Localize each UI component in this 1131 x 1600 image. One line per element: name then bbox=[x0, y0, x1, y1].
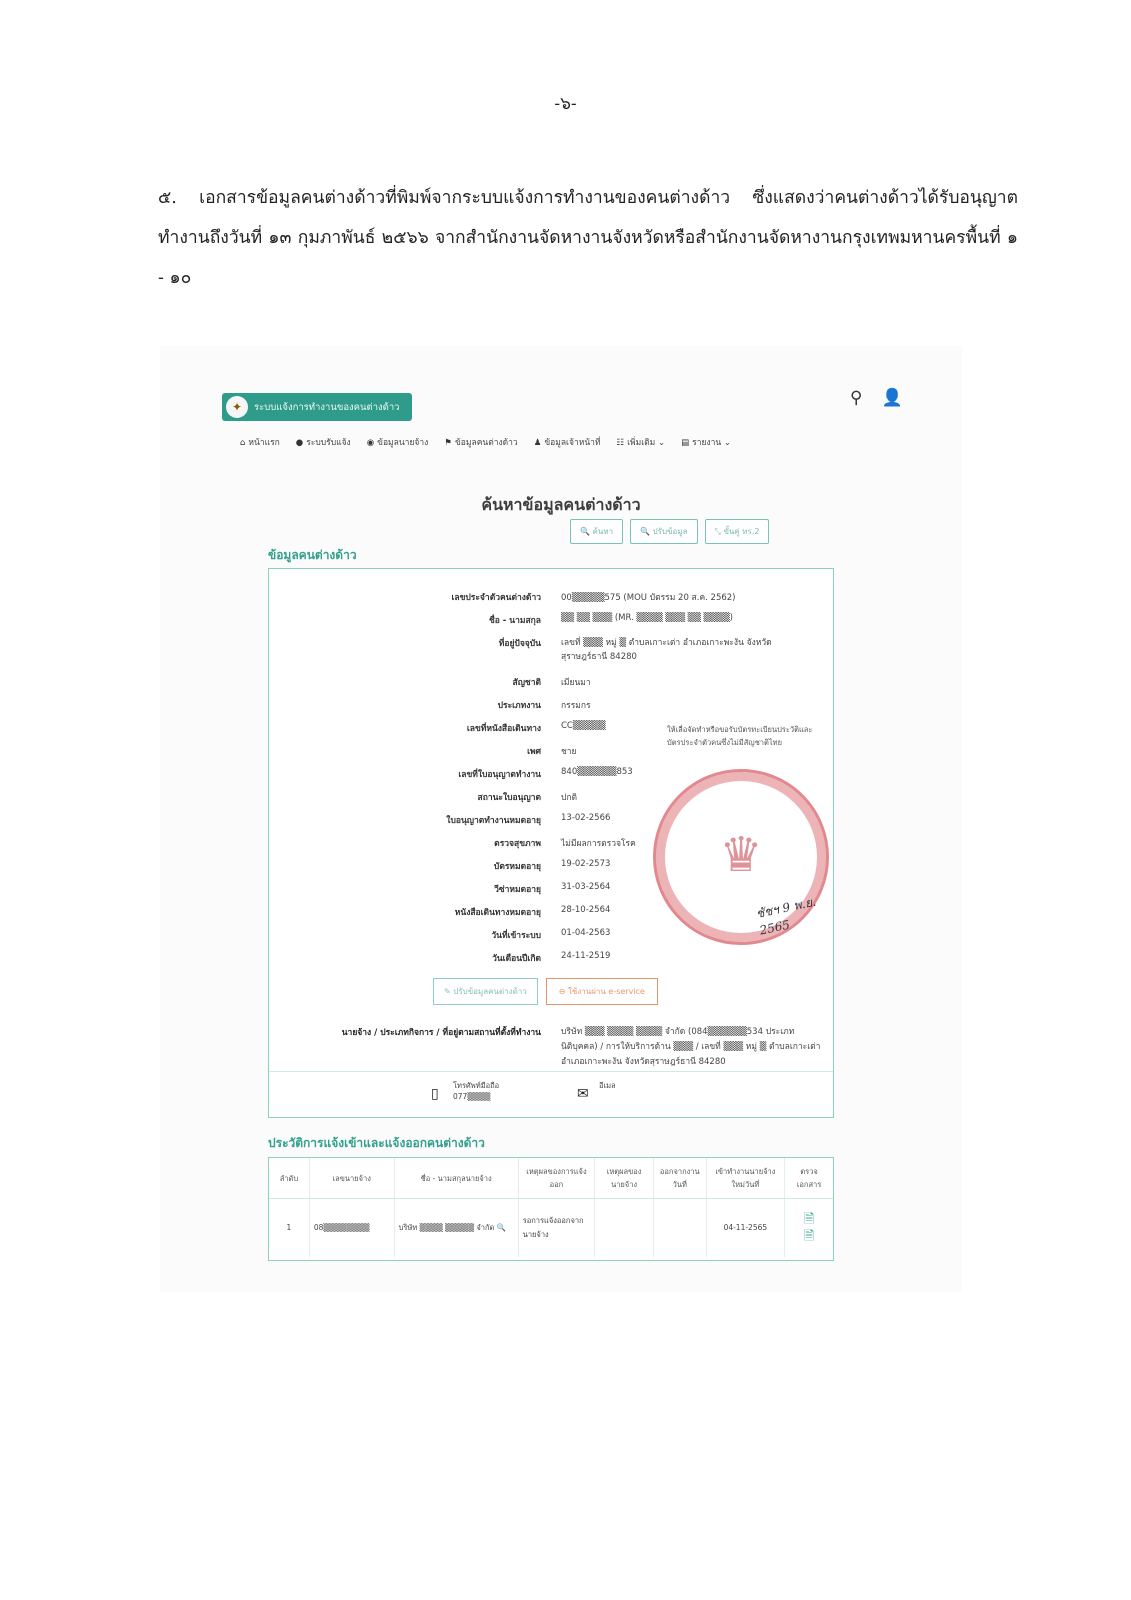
nav-label: รายงาน ⌄ bbox=[692, 438, 732, 448]
field-label: วันเดือนปีเกิด bbox=[492, 954, 541, 964]
search-buttons bbox=[570, 519, 769, 544]
nav-label: ข้อมูลคนต่างด้าว bbox=[454, 438, 518, 448]
field-label: เลขที่ใบอนุญาตทำงาน bbox=[458, 770, 541, 780]
search-button[interactable]: 🔍 ค้นหา bbox=[570, 519, 623, 544]
nav-officer[interactable] bbox=[534, 435, 601, 449]
field-value: 28-10-2564 bbox=[561, 905, 611, 915]
history-table-panel bbox=[268, 1157, 834, 1261]
document-cell bbox=[785, 1199, 833, 1258]
field-value: 840▒▒▒▒▒▒853 bbox=[561, 767, 633, 777]
table-header-row bbox=[269, 1158, 833, 1199]
field-value: กรรมกร bbox=[561, 701, 591, 711]
field-label: ประเภทงาน bbox=[497, 701, 541, 711]
column-header: เหตุผลของการแจ้งออก bbox=[518, 1158, 595, 1199]
more-icon: ☷ bbox=[616, 438, 625, 448]
column-header: ออกจากงานวันที่ bbox=[653, 1158, 706, 1199]
phone-contact bbox=[431, 1080, 500, 1102]
intro-paragraph: ๕. เอกสารข้อมูลคนต่างด้าวที่พิมพ์จากระบบแจ้งการทำงานของคนต่างด้าว ซึ่งแสดงว่าคนต่างด้าวได้รับอนุญาตทำงานถึงวันที่ ๑๓ กุมภาพันธ์ ๒๕๖๖ จากสำนักงานจัดหางานจังหวัดหรือสำนักงานจัดหางานกรุงเทพมหานครพื้นที่ ๑ - ๑๐ bbox=[158, 188, 1018, 288]
field-value: 00▒▒▒▒▒575 (MOU บัตรรม 20 ส.ค. 2562) bbox=[561, 593, 736, 603]
table-row bbox=[269, 1199, 833, 1258]
contact-bar bbox=[269, 1071, 833, 1118]
nav-more[interactable] bbox=[617, 435, 666, 449]
column-header: เลขนายจ้าง bbox=[309, 1158, 394, 1199]
user-icon[interactable]: 👤 bbox=[881, 388, 904, 408]
employer-value: บริษัท ▒▒▒ ▒▒▒▒ ▒▒▒▒ จำกัด (084▒▒▒▒▒▒534 ประเภทนิติบุคคล) / การให้บริการด้าน ▒▒▒ / เลขที่ ▒▒▒ หมู่ ▒ ตำบลเกาะเต่า อำเภอเกาะพะงัน จังหวัดสุราษฎร์ธานี 84280 bbox=[561, 1027, 821, 1067]
field-label: เพศ bbox=[527, 747, 541, 757]
table-cell: รอการแจ้งออกจากนายจ้าง bbox=[518, 1199, 595, 1258]
field-value: 13-02-2566 bbox=[561, 813, 611, 823]
embedded-screenshot bbox=[160, 346, 962, 1292]
nav-employer[interactable] bbox=[367, 435, 429, 449]
pdf-icon[interactable]: 🗎 bbox=[803, 1211, 815, 1227]
field-label: ตรวจสุขภาพ bbox=[494, 839, 541, 849]
field-value: 01-04-2563 bbox=[561, 928, 611, 938]
action-buttons bbox=[433, 978, 658, 1005]
email-label: อีเมล bbox=[599, 1081, 616, 1090]
column-header: เหตุผลของนายจ้าง bbox=[595, 1158, 654, 1199]
pair-button[interactable]: ⤡ ขั้นคู่ ทร.2 bbox=[705, 519, 770, 544]
info-section-title: ข้อมูลคนต่างด้าว bbox=[268, 548, 357, 562]
bell-icon: ● bbox=[295, 438, 304, 448]
nav-home[interactable] bbox=[240, 435, 280, 449]
field-value: CC▒▒▒▒▒ bbox=[561, 721, 606, 731]
pdf-icon[interactable]: 🗎 bbox=[803, 1228, 815, 1244]
phone-icon: ▯ bbox=[431, 1086, 439, 1102]
brand-bar[interactable] bbox=[222, 393, 412, 421]
field-label: เลขที่หนังสือเดินทาง bbox=[466, 724, 541, 734]
update-data-button[interactable]: 🔍 ปรับข้อมูล bbox=[630, 519, 697, 544]
nav-notify[interactable] bbox=[296, 435, 351, 449]
search-title: ค้นหาข้อมูลคนต่างด้าว bbox=[481, 495, 641, 514]
garuda-emblem-icon: ✦ bbox=[226, 396, 248, 418]
table-cell: 04-11-2565 bbox=[706, 1199, 785, 1258]
field-value: ไม่มีผลการตรวจโรค bbox=[561, 839, 636, 849]
handwritten-signature: ชัชฯ 9 พ.ย. 2565 bbox=[754, 894, 818, 938]
field-label: เลขประจำตัวคนต่างด้าว bbox=[451, 593, 541, 603]
e-service-button[interactable]: ⊖ ใช้งานผ่าน e-service bbox=[546, 978, 658, 1005]
field-label: ที่อยู่ปัจจุบัน bbox=[498, 639, 541, 649]
main-nav bbox=[240, 435, 800, 449]
page-number: -๖- bbox=[554, 94, 577, 114]
home-icon: ⌂ bbox=[240, 438, 246, 448]
field-label: ใบอนุญาตทำงานหมดอายุ bbox=[446, 816, 541, 826]
nav-foreigner[interactable] bbox=[444, 435, 517, 449]
nav-label: หน้าแรก bbox=[248, 438, 280, 448]
brand-title: ระบบแจ้งการทำงานของคนต่างด้าว bbox=[254, 401, 400, 413]
field-value: 31-03-2564 bbox=[561, 882, 611, 892]
email-contact bbox=[577, 1080, 616, 1102]
table-cell[interactable]: บริษัท ▒▒▒▒ ▒▒▒▒▒ จำกัด 🔍 bbox=[394, 1199, 518, 1258]
top-icons bbox=[850, 388, 917, 408]
nav-label: ข้อมูลเจ้าหน้าที่ bbox=[544, 438, 601, 448]
employer-label: นายจ้าง / ประเภทกิจการ / ที่อยู่ตามสถานที่ตั้งที่ทำงาน bbox=[341, 1028, 541, 1038]
nav-label: ข้อมูลนายจ้าง bbox=[377, 438, 429, 448]
field-label: สัญชาติ bbox=[512, 678, 541, 688]
field-label: บัตรหมดอายุ bbox=[493, 862, 541, 872]
foreigner-info-panel bbox=[268, 568, 834, 1118]
building-icon: ◉ bbox=[366, 438, 375, 448]
field-value: ชาย bbox=[561, 747, 577, 757]
table-cell: 1 bbox=[269, 1199, 309, 1258]
person-icon: ♟ bbox=[533, 438, 542, 448]
field-value: 19-02-2573 bbox=[561, 859, 611, 869]
column-header: ชื่อ - นามสกุลนายจ้าง bbox=[394, 1158, 518, 1199]
phone-label: โทรศัพท์มือถือ bbox=[453, 1081, 500, 1090]
garuda-stamp-icon: ♛ bbox=[719, 827, 763, 883]
nav-label: เพิ่มเติม ⌄ bbox=[627, 438, 666, 448]
field-value: ปกติ bbox=[561, 793, 578, 803]
envelope-icon: ✉ bbox=[577, 1086, 589, 1102]
nav-report[interactable] bbox=[681, 435, 731, 449]
column-header: ตรวจเอกสาร bbox=[785, 1158, 833, 1199]
report-icon: ▤ bbox=[681, 438, 690, 448]
field-label: วีซ่าหมดอายุ bbox=[494, 885, 541, 895]
field-value: 24-11-2519 bbox=[561, 951, 611, 961]
edit-foreigner-button[interactable]: ✎ ปรับข้อมูลคนต่างด้าว bbox=[433, 978, 538, 1005]
field-value: เลขที่ ▒▒▒ หมู่ ▒ ตำบลเกาะเต่า อำเภอเกาะพะงัน จังหวัดสุราษฎร์ธานี 84280 bbox=[561, 638, 772, 662]
column-header: เข้าทำงานนายจ้างใหม่วันที่ bbox=[706, 1158, 785, 1199]
history-section-title: ประวัติการแจ้งเข้าและแจ้งออกคนต่างด้าว bbox=[268, 1136, 485, 1150]
field-label: ชื่อ - นามสกุล bbox=[488, 616, 541, 626]
field-label: สถานะใบอนุญาต bbox=[477, 793, 541, 803]
users-icon: ⚑ bbox=[444, 438, 452, 448]
phone-value: 077▒▒▒▒ bbox=[453, 1092, 491, 1101]
column-header: ลำดับ bbox=[269, 1158, 309, 1199]
field-label: หนังสือเดินทางหมดอายุ bbox=[454, 908, 541, 918]
search-icon[interactable]: ⚲ bbox=[850, 388, 863, 408]
table-cell bbox=[653, 1199, 706, 1258]
field-value: ▒▒ ▒▒ ▒▒▒ (MR. ▒▒▒▒ ▒▒▒ ▒▒ ▒▒▒▒) bbox=[561, 613, 733, 623]
field-label: วันที่เข้าระบบ bbox=[491, 931, 541, 941]
history-table bbox=[269, 1158, 833, 1257]
table-cell bbox=[595, 1199, 654, 1258]
field-value: เมียนมา bbox=[561, 678, 591, 688]
side-note: ให้เลื่อจัดทำหรือขอรับบัตรทะเบียนประวัติและบัตรประจำตัวคนซึ่งไม่มีสัญชาติไทย bbox=[667, 725, 813, 747]
nav-label: ระบบรับแจ้ง bbox=[306, 438, 351, 448]
table-cell: 08▒▒▒▒▒▒▒▒ bbox=[309, 1199, 394, 1258]
